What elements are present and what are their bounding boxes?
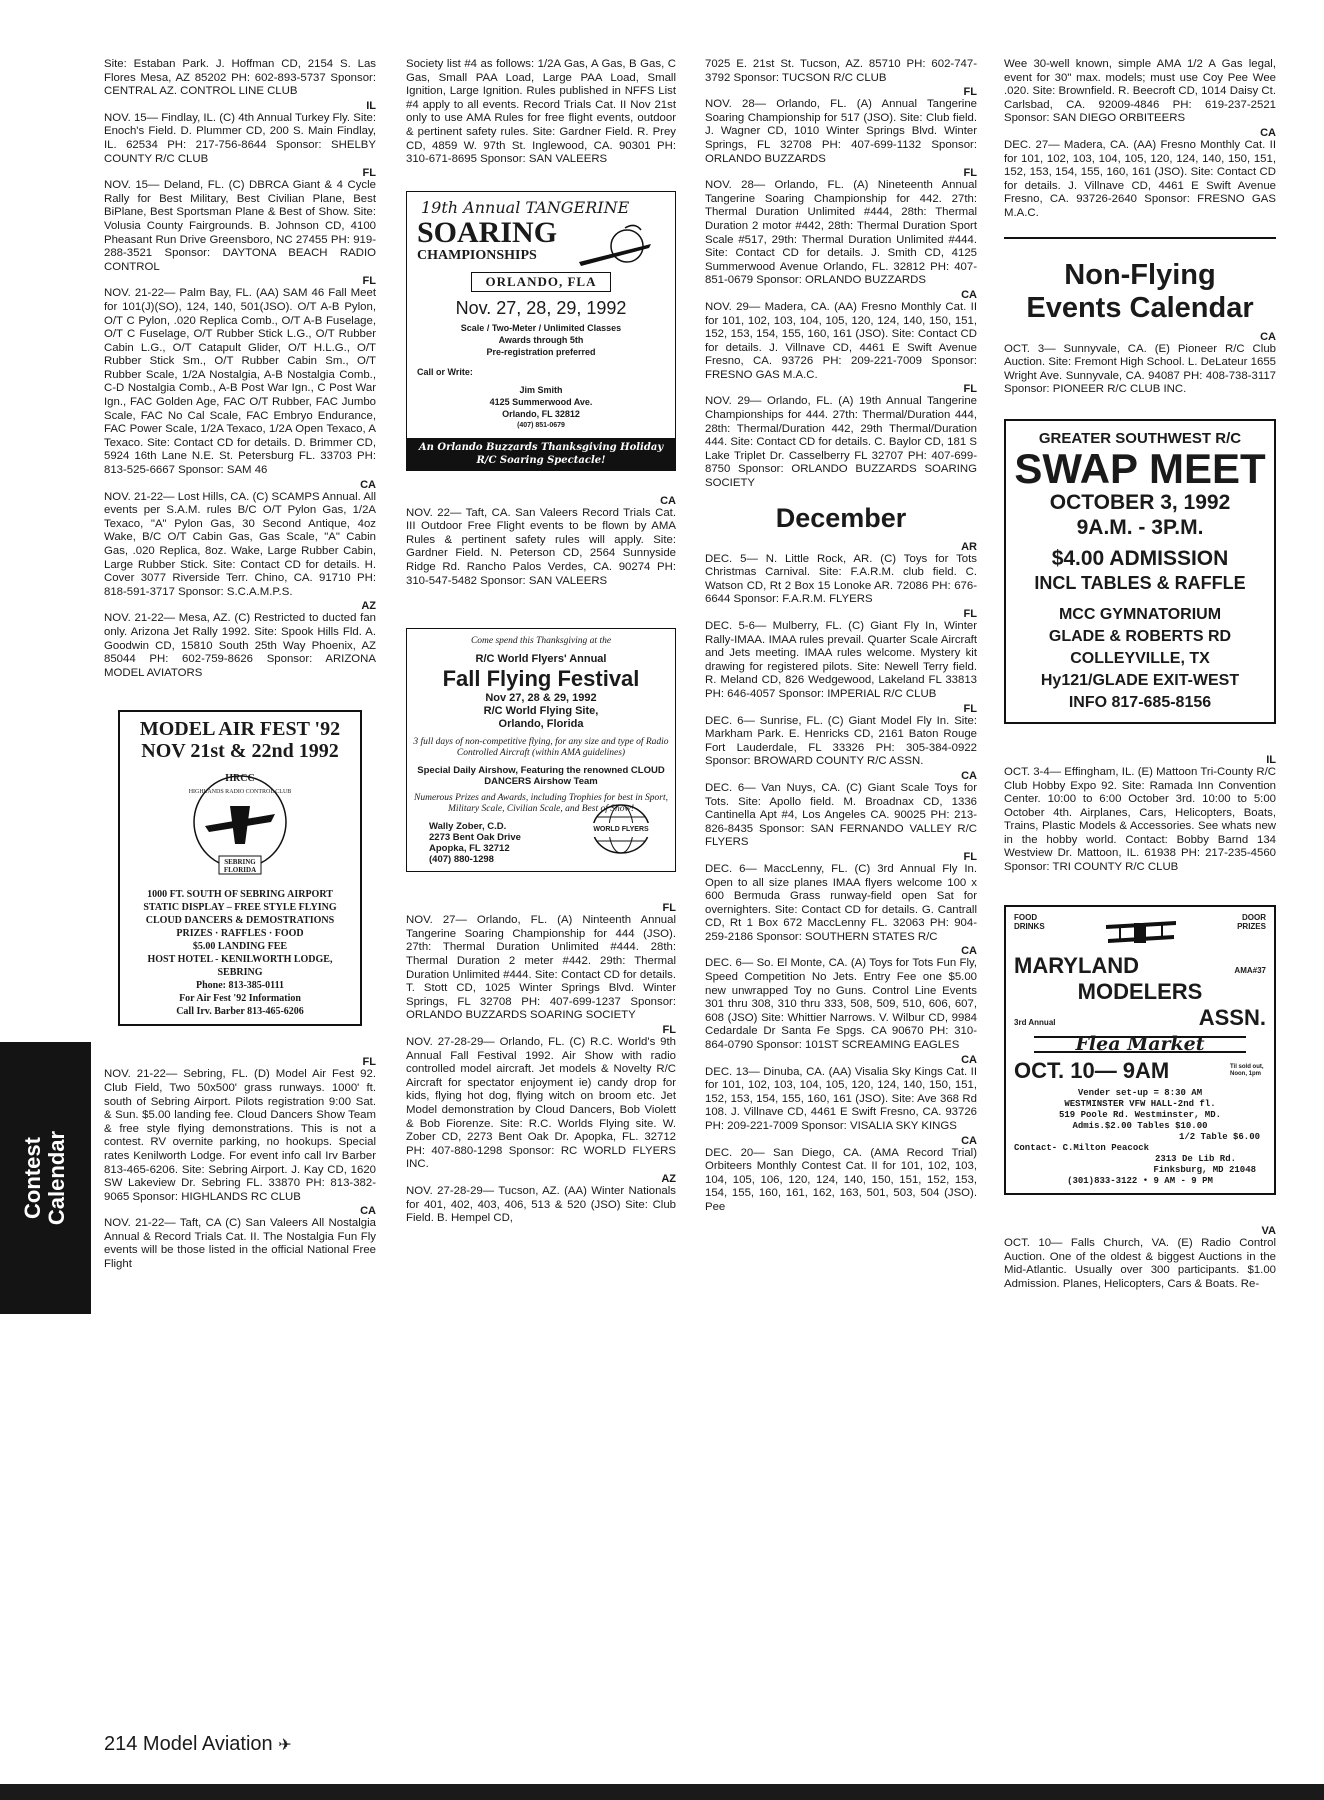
column-1	[104, 58, 376, 1272]
hrcc-club-text: HRCC	[225, 773, 255, 785]
footer-text: 214 Model Aviation	[104, 1733, 273, 1755]
event-entry: NOV. 22— Taft, CA. San Valeers Record Trials Cat. III Outdoor Free Flight events to be flown by AMA Rules & pertinent safety rules will apply. Site: Gardner Field. N. Peterson CD, 2564 Sunnyside Ridge Rd. Rancho Palos Verdes, CA. 90274 PH: 310-547-5482 Sponsor: SAN VALEERS	[406, 506, 676, 587]
swap-title: SWAP MEET	[1014, 444, 1266, 492]
state-label: FL	[662, 1024, 676, 1037]
events-calendar-heading: Events Calendar	[1026, 291, 1254, 324]
event-entry: DEC. 6— MaccLenny, FL. (C) 3rd Annual Fly In. Open to all size planes IMAA flyers welcome 100 x 600 Bermuda Grass runway-field open Sat for overnighters. Site: Contact CD for details. G. Cantrall CD, Rt 1 Box 672 MaccLenny FL. 32063 PH: 904-259-2186 Sponsor: SOUTHERN STATES R/C	[705, 862, 977, 943]
state-label: FL	[963, 702, 977, 715]
swap-line: MCC GYMNATORIUM	[1058, 605, 1222, 623]
falls-show: Special Daily Airshow, Featuring the renowned CLOUD DANCERS Airshow Team	[417, 765, 665, 788]
md-annual: 3rd Annual	[1014, 1017, 1056, 1027]
event-entry: OCT. 3-4— Effingham, IL. (E) Mattoon Tri-County R/C Club Hobby Expo 92. Site: Ramada Inn Convention Center. 10:00 to 6:00 October 3rd. 10:00 to 5:00 October 4th. Airplanes, Cars, Helicopters, Boats, Trains, Plastic Models & Accessories. See whats new in the hobby world. Contact: Bobby Barnd 134 Westview Dr. Mattoon, IL. 61938 PH: 217-235-4560 Sponsor: TRI COUNTY R/C CLUB	[1004, 765, 1276, 874]
tangerine-awards: Awards through 5th	[498, 334, 584, 345]
event-entry: Wee 30-well known, simple AMA 1/2 A Gas legal, event for 30" max. models; must use Coy Pee Wee .020. Site: Brownfield. R. Beecroft CD, 1014 Daisy Ct. Carlsbad, CA. 92009-4846 PH: 619-237-2521 Sponsor: SAN DIEGO ORBITEERS	[1004, 58, 1276, 125]
falls-prizes: Numerous Prizes and Awards, including Trophies for best in Sport, Military Scale, Civilian Scale, and Best of Show!	[414, 793, 668, 815]
state-label: FL	[963, 850, 977, 863]
event-entry: DEC. 6— So. El Monte, CA. (A) Toys for Tots Fun Fly, Speed Competition No Jets. Entry Fee one $5.00 new unwrapped Toy no Guns. Control Line Events 301 thru 308, 310 thru 333, 508, 509, 510, 606, 607, 608 (JSO) Site: Whittier Narrows. V. Wilbur CD, 9984 Cedardale Dr Santa Fe Spgs. CA 90670 PH: 310-864-0790 Sponsor: 101ST SCREAMING EAGLES	[705, 957, 977, 1052]
airfest-line: $5.00 LANDING FEE	[192, 941, 288, 953]
state-label: FL	[963, 383, 977, 396]
tangerine-line1: 19th Annual TANGERINE	[421, 197, 630, 217]
event-entry: Society list #4 as follows: 1/2A Gas, A Gas, B Gas, C Gas, Small PAA Load, Large PAA Load, Small Ignition, Large Ignition. Rules published in NFFS List #4 apply to all events. Record Trials Cat. II Nov 21st only to use AMA Rules for free flight events, outdoor & pertinent safety rules. Site: Gardner Field. R. Prey CD, 4859 W. 97th St. Inglewood, CA. 90301 PH: 310-671-8695 Sponsor: SAN VALEERS	[406, 58, 676, 166]
section-tab-line2: Calendar	[44, 1130, 69, 1226]
event-entry: NOV. 29— Orlando, FL. (A) 19th Annual Tangerine Championships for 444. 27th: Thermal/Duration 444, 28th: Thermal/Duration 442, 29th Thermal/Duration 444. Site: Contact CD for details. C. Baylor CD, 181 S Lake Triplet Dr. Casselberry FL 32707 PH: 407-699-8750 Sponsor: ORLANDO BUZZARDS SOARING SOCIETY	[705, 395, 977, 490]
model-air-fest-ad	[118, 710, 362, 1026]
column-2	[406, 58, 676, 1226]
falls-cd: Wally Zober, C.D.	[429, 821, 507, 833]
event-entry: NOV. 15— Findlay, IL. (C) 4th Annual Turkey Fly. Site: Enoch's Field. D. Plummer CD, 200 S. Main Findlay, IL. 62534 PH: 217-756-8644 Sponsor: SHELBY COUNTY R/C CLUB	[104, 111, 377, 165]
event-entry: NOV. 28— Orlando, FL. (A) Annual Tangerine Soaring Championship for 517 (JSO). Site: Club field. J. Wagner CD, 1010 Winter Springs Blvd. Winter Springs, FL 32708 PH: 407-699-1132 Sponsor: ORLANDO BUZZARDS	[705, 98, 977, 165]
glider-icon	[575, 222, 655, 282]
tangerine-soaring-ad	[406, 191, 676, 471]
tangerine-foot2: R/C Soaring Spectacle!	[476, 454, 606, 466]
state-label: CA	[961, 945, 977, 958]
state-label: FL	[362, 275, 376, 288]
tangerine-addr1: 4125 Summerwood Ave.	[489, 396, 593, 407]
event-entry: 7025 E. 21st St. Tucson, AZ. 85710 PH: 602-747-3792 Sponsor: TUCSON R/C CLUB	[705, 58, 977, 84]
falls-title: Fall Flying Festival	[442, 666, 640, 692]
md-modelers: MODELERS	[1077, 978, 1203, 1004]
md-flea-market: Flea Market	[1034, 1036, 1246, 1054]
md-drinks: DRINKS	[1014, 921, 1045, 931]
tangerine-line2: SOARING	[417, 215, 558, 249]
state-label: CA	[360, 1205, 376, 1218]
event-entry: DEC. 5-6— Mulberry, FL. (C) Giant Fly In, Winter Rally-IMAA. IMAA rules prevail. Quarter Scale Aircraft and Jets meeting. IMAA rules welcome. Mystery kit drawing for registered pilots. Site: Newell Terry field. R. Meland CD, 826 Wedgewood, Lakeland FL 33813 PH: 646-4057 Sponsor: IMPERIAL R/C CLUB	[705, 620, 977, 700]
event-entry: NOV. 29— Madera, CA. (AA) Fresno Monthly Cat. II for 101, 102, 103, 104, 105, 120, 124, 140, 150, 151, 152, 153, 154, 155, 160, 161 (JSO). Site: Contact CD for details. J. Villnave CD, 4461 E Swift Avenue Fresno, CA. 93726 PH: 209-221-7009 Sponsor: FRESNO GAS M.A.C.	[705, 300, 977, 381]
state-label: FL	[362, 167, 376, 180]
state-label: IL	[1266, 753, 1276, 766]
state-label: AR	[961, 540, 977, 553]
biplane-icon	[1096, 913, 1186, 953]
state-label: AZ	[661, 1172, 676, 1185]
airfest-line: Call Irv. Barber 813-465-6206	[176, 1006, 304, 1018]
section-divider	[1004, 237, 1276, 239]
column-3	[705, 58, 977, 1215]
tangerine-prereg: Pre-registration preferred	[486, 346, 596, 357]
page-footer	[104, 1733, 292, 1756]
state-label: FL	[963, 608, 977, 620]
event-entry: DEC. 6— Van Nuys, CA. (C) Giant Scale Toys for Tots. Site: Apollo field. M. Broadnax CD, 1336 Cantinella Apt #4, Los Angeles CA. 90025 PH: 213-826-8435 Sponsor: SAN FERNANDO VALLEY R/C FLYERS	[705, 781, 977, 849]
event-entry: DEC. 20— San Diego, CA. (AMA Record Trial) Orbiteers Monthly Contest Cat. II for 101, 102, 103, 104, 105, 106, 120, 124, 140, 150, 151, 152, 153, 154, 155, 160, 161, 162, 163, 501, 503, 504 (JSO). Pee	[705, 1146, 977, 1213]
md-ama: AMA#37	[1234, 965, 1266, 975]
swap-line: Hy121/GLADE EXIT-WEST	[1040, 671, 1240, 689]
tangerine-line3: CHAMPIONSHIPS	[417, 247, 537, 263]
md-line: Finksburg, MD 21048	[1153, 1165, 1256, 1176]
md-line: 2313 De Lib Rd.	[1154, 1154, 1236, 1165]
event-entry: NOV. 28— Orlando, FL. (A) Nineteenth Annual Tangerine Soaring Championship for 442. 27th: Thermal Duration Unlimited #444, 28th: Thermal Duration 2 motor #442, 28th: Thermal Duration Sport Scale #517, 29th: Thermal Duration Unlimited #444. Site: Contact CD for details. J. Smith CD, 4125 Summerwood Avenue Orlando, FL. 32812 PH: 407-851-0679 Sponsor: ORLANDO BUZZARDS	[705, 179, 977, 287]
md-prizes: PRIZES	[1237, 921, 1266, 931]
swap-meet-ad	[1004, 419, 1276, 724]
airfest-dates: NOV 21st & 22nd 1992	[141, 740, 339, 763]
event-entry: NOV. 21-22— Sebring, FL. (D) Model Air Fest 92. Club Field, Two 50x500' grass runways. 1000' ft. south of Sebring Airport. Pilots registration 9:00 Sat. & Sun. $5.00 landing fee. Cloud Dancers Show Team & free style flying demonstrations. This is not a contest. RV overnite parking, no hookups. Special rates Kenilworth Lodge. For event info call Irv Barber 813-465-6206. Site: Sebring Airport. J. Kay CD, 1620 SW Lakeview Dr. Sebring FL. 33870 PH: 813-382-9065 Sponsor: HIGHLANDS RC CLUB	[104, 1068, 376, 1203]
event-entry: DEC. 13— Dinuba, CA. (AA) Visalia Sky Kings Cat. II for 101, 102, 103, 104, 105, 120, 124, 140, 150, 151, 152, 153, 154, 155, 160, 161 (JSO). Site: Ave 368 Rd 108. J. Villnave CD, 4461 E Swift Fresno, CA. 93726 PH: 209-221-7009 Sponsor: VISALIA SKY KINGS	[705, 1065, 977, 1132]
falls-city: Orlando, Florida	[498, 718, 584, 731]
fall-flying-festival-ad	[406, 628, 676, 872]
event-entry: OCT. 3— Sunnyvale, CA. (E) Pioneer R/C Club Auction. Site: Fremont High School. L. DeLateur 1655 Wright Ave. Sunnyvale, CA. 94087 PH: 408-738-3117 Sponsor: PIONEER R/C CLUB INC.	[1004, 342, 1276, 396]
md-line: Admis.$2.00 Tables $10.00	[1072, 1121, 1208, 1132]
airfest-line: CLOUD DANCERS & DEMOSTRATIONS	[145, 915, 335, 927]
tangerine-phone: (407) 851-0679	[517, 421, 565, 429]
airfest-line: For Air Fest '92 Information	[179, 993, 301, 1005]
event-entry: DEC. 5— N. Little Rock, AR. (C) Toys for Tots Christmas Carnival. Site: F.A.R.M. club field. C. Watson CD, Rt 2 Box 15 Lonoke AR. 72086 PH: 676-6644 Sponsor: F.A.R.M. FLYERS	[705, 552, 977, 606]
falls-tag: Come spend this Thanksgiving at the	[470, 636, 612, 647]
md-line: Vender set-up = 8:30 AM	[1077, 1088, 1203, 1099]
tangerine-addr2: Orlando, FL 32812	[502, 408, 580, 419]
event-entry: DEC. 6— Sunrise, FL. (C) Giant Model Fly In. Site: Markham Park. E. Henricks CD, 2161 Baton Rouge Fort Lauderdale, FL 33326 PH: 305-384-0922 Sponsor: BROWARD COUNTY R/C ASSN.	[705, 714, 977, 768]
md-date: OCT. 10— 9AM	[1014, 1058, 1170, 1084]
falls-phone: (407) 880-1298	[429, 854, 494, 866]
state-label: CA	[360, 478, 376, 491]
airfest-line: STATIC DISPLAY – FREE STYLE FLYING	[143, 902, 337, 914]
tangerine-foot1: An Orlando Buzzards Thanksgiving Holiday	[418, 441, 664, 453]
state-label: CA	[961, 1053, 977, 1066]
airfest-line: PRIZES · RAFFLES · FOOD	[176, 928, 304, 940]
tangerine-classes: Scale / Two-Meter / Unlimited Classes	[460, 322, 622, 333]
bottom-scan-edge	[0, 1784, 1324, 1800]
state-label: IL	[366, 99, 376, 112]
event-entry: NOV. 27— Orlando, FL. (A) Ninteenth Annual Tangerine Soaring Championship for 444 (JSO). 27th: Thermal Duration Unlimited #444. 28th: Thermal Duration 2 meter #442. 29th: Thermal Duration Unlimited #444. Site: Contact CD for details. T. Stott CD, 1025 Winter Springs Blvd. Winter Springs, FL 32708 PH: 407-699-1237 Sponsor: ORLANDO BUZZARDS SOARING SOCIETY	[406, 914, 676, 1022]
state-label: FL	[963, 86, 977, 99]
tangerine-city: ORLANDO, FLA	[471, 272, 612, 292]
swap-line: GLADE & ROBERTS RD	[1048, 627, 1232, 645]
tangerine-dates: Nov. 27, 28, 29, 1992	[455, 297, 627, 318]
falls-dates: Nov 27, 28 & 29, 1992	[485, 692, 597, 705]
event-entry: DEC. 27— Madera, CA. (AA) Fresno Monthly Cat. II for 101, 102, 103, 104, 105, 120, 124, 140, 150, 151, 152, 153, 154, 155, 160, 161 (JSO). Site: Contact CD for details. J. Villnave CD, 4461 E Swift Avenue Fresno, CA. 93726-2640 Sponsor: FRESNO GAS M.A.C.	[1004, 138, 1276, 219]
falls-sub: R/C World Flyers' Annual	[475, 652, 607, 665]
swap-line: GREATER SOUTHWEST R/C	[1038, 429, 1242, 447]
falls-site: R/C World Flying Site,	[483, 705, 599, 718]
event-entry: OCT. 10— Falls Church, VA. (E) Radio Control Auction. One of the oldest & biggest Auctions in the Mid-Atlantic. Usually over 300 participants. $1.00 Admission. Planes, Helicopters, Cars & Boats. Re-	[1004, 1237, 1276, 1291]
tangerine-contact-name: Jim Smith	[519, 384, 563, 395]
state-label: AZ	[361, 600, 376, 613]
state-label: CA	[660, 494, 676, 507]
event-entry: NOV. 21-22— Mesa, AZ. (C) Restricted to ducted fan only. Arizona Jet Rally 1992. Site: Spook Hills Fld. A. Goodwin CD, 15810 South 25th Way Phoenix, AZ 85044 PH: 602-759-8626 Sponsor: ARIZONA MODEL AVIATORS	[104, 612, 376, 679]
event-entry: NOV. 21-22— Lost Hills, CA. (C) SCAMPS Annual. All events per S.A.M. rules B/C O/T Pylon Gas, 1/2A Texaco, "A" Pylon Gas, 30 Second Antique, 4oz Wake, B/C O/T Cabin Gas, Gas Scale, "A" Cabin Gas, .020 Replica, 8oz. Wake, Large Rubber Cabin, Large Rubber Stick. Site: Contact CD for details. H. Cover 3077 Riverside Terr. Chino, CA. 91710 PH: 818-591-3717 Sponsor: S.C.A.M.P.S.	[104, 490, 376, 598]
state-label: FL	[963, 167, 977, 180]
tangerine-call: Call or Write:	[417, 366, 473, 377]
event-entry: Site: Estaban Park. J. Hoffman CD, 2154 S. Las Flores Mesa, AZ 85202 PH: 602-893-5737 Sponsor: CENTRAL AZ. CONTROL LINE CLUB	[104, 58, 376, 98]
section-tab-label	[21, 1053, 69, 1303]
swap-line: $4.00 ADMISSION	[1051, 546, 1229, 570]
state-label: FL	[362, 1056, 376, 1069]
airfest-line: 1000 FT. SOUTH OF SEBRING AIRPORT	[147, 889, 333, 901]
md-line: 519 Poole Rd. Westminster, MD.	[1058, 1110, 1222, 1121]
md-line: (301)833-3122 • 9 AM - 9 PM	[1067, 1176, 1213, 1187]
plane-icon: ✈	[278, 1735, 292, 1754]
md-line: WESTMINSTER VFW HALL-2nd fl.	[1064, 1099, 1216, 1110]
state-label: CA	[961, 288, 977, 301]
sebring-badge: SEBRING FLORIDA	[223, 858, 257, 875]
md-info	[1014, 1088, 1266, 1187]
swap-line: 9A.M. - 3P.M.	[1076, 515, 1204, 539]
non-flying-heading: Non-Flying	[1064, 258, 1216, 291]
event-entry: NOV. 21-22— Palm Bay, FL. (AA) SAM 46 Fall Meet for 101(J)(SO), 124, 140, 501(JSO). O/T A-B Pylon, O/T C Pylon, .020 Replica Comb., O/T A-B Fuselage, O/T C Fuselage, O/T Rubber Stick L.G., O/T Rubber Cabin L.G., O/T Catapult Glider, O/T H.L.G., O/T Rubber Stick Sm., O/T Rubber Cabin Sm., O/T Rubber Scale, 1/2A Nostalgia, A-B Nostalgia Comb., C-D Nostalgia Comb., A-B Post War Ign., C Post War Ign., FAC Golden Age, FAC O/T Rubber, FAC Jumbo Scale, FAC No Cal Scale, FAC Embryo Endurance, FAC Power Scale, 1/2A Texaco, 1/2A Open Texaco, A Texaco. Site: Contact CD for details. D. Brimmer CD, 5924 16th Lane N.E. St. Petersburg FL. 33703 PH: 813-525-6667 Sponsor: SAM 46	[104, 287, 376, 477]
md-maryland: MARYLAND	[1014, 952, 1140, 978]
md-door: DOOR	[1241, 912, 1266, 922]
swap-line: INCL TABLES & RAFFLE	[1034, 572, 1246, 593]
falls-addr1: 2273 Bent Oak Drive	[429, 832, 521, 844]
world-flyers-text: WORLD FLYERS	[581, 823, 661, 837]
tangerine-footer	[407, 438, 675, 470]
state-label: CA	[1260, 330, 1276, 343]
hrcc-logo	[124, 766, 356, 884]
state-label: CA	[961, 1134, 977, 1147]
falls-days: 3 full days of non-competitive flying, for any size and type of Radio Controlled Aircraft (within AMA guidelines)	[413, 737, 669, 759]
event-entry: NOV. 15— Deland, FL. (C) DBRCA Giant & 4 Cycle Rally for Best Military, Best Civilian Plane, Best BiPlane, Best Sportsman Plane & Best of Show. Site: Volusia County Fairgrounds. B. Johnson CD, 4100 Pheasant Run Drive Greensboro, NC 27455 PH: 919-288-3521 Sponsor: DAYTONA BEACH RADIO CONTROL	[104, 179, 376, 273]
swap-line: COLLEYVILLE, TX	[1070, 649, 1210, 667]
md-line: Contact- C.Milton Peacock	[1014, 1143, 1150, 1154]
md-assn: ASSN.	[1198, 1004, 1266, 1030]
md-hours: Til sold out, Noon, 1pm	[1230, 1064, 1264, 1078]
section-tab-line1: Contest	[20, 1137, 45, 1219]
hrcc-ring-text: HIGHLANDS RADIO CONTROL CLUB	[188, 789, 292, 796]
swap-line: OCTOBER 3, 1992	[1049, 490, 1231, 514]
falls-addr2: Apopka, FL 32712	[429, 843, 510, 855]
world-flyers-logo	[581, 801, 661, 863]
state-label: FL	[662, 902, 676, 915]
state-label: CA	[1260, 126, 1276, 139]
md-food: FOOD	[1014, 912, 1038, 922]
maryland-flea-market-ad	[1004, 905, 1276, 1196]
month-heading: December	[775, 502, 907, 533]
airfest-line: HOST HOTEL - KENILWORTH LODGE, SEBRING	[147, 954, 333, 979]
event-entry: NOV. 27-28-29— Tucson, AZ. (AA) Winter Nationals for 401, 402, 403, 406, 513 & 520 (JSO) Site: Club Field. B. Hempel CD,	[406, 1184, 676, 1225]
airfest-title: MODEL AIR FEST '92	[139, 718, 341, 741]
event-entry: NOV. 21-22— Taft, CA (C) San Valeers All Nostalgia Annual & Record Trials Cat. II. The Nostalgia Fun Fly events will be those listed in the official National Free Flight	[104, 1217, 376, 1271]
state-label: VA	[1261, 1225, 1276, 1238]
event-entry: NOV. 27-28-29— Orlando, FL. (C) R.C. World's 9th Annual Fall Festival 1992. Air Show with radio controlled model aircraft. Jet models & Novelty R/C Aircraft for spectator enjoyment ie) candy drop for kids, flying hot dog, flying witch on broom etc. Jet Model demonstration by Cloud Dancers, Bob Violett & Bob Fiorenze. Site: R.C. Worlds Flying site. W. Zober CD, 2273 Bent Oak Dr. Apopka, FL. 32712 PH: 407-880-1298 Sponsor: RC WORLD FLYERS INC.	[406, 1036, 676, 1171]
airfest-line: Phone: 813-385-0111	[195, 980, 285, 992]
swap-line: INFO 817-685-8156	[1068, 693, 1212, 711]
column-4	[1004, 58, 1276, 1292]
state-label: CA	[961, 769, 977, 782]
md-line: 1/2 Table $6.00	[1178, 1132, 1260, 1143]
